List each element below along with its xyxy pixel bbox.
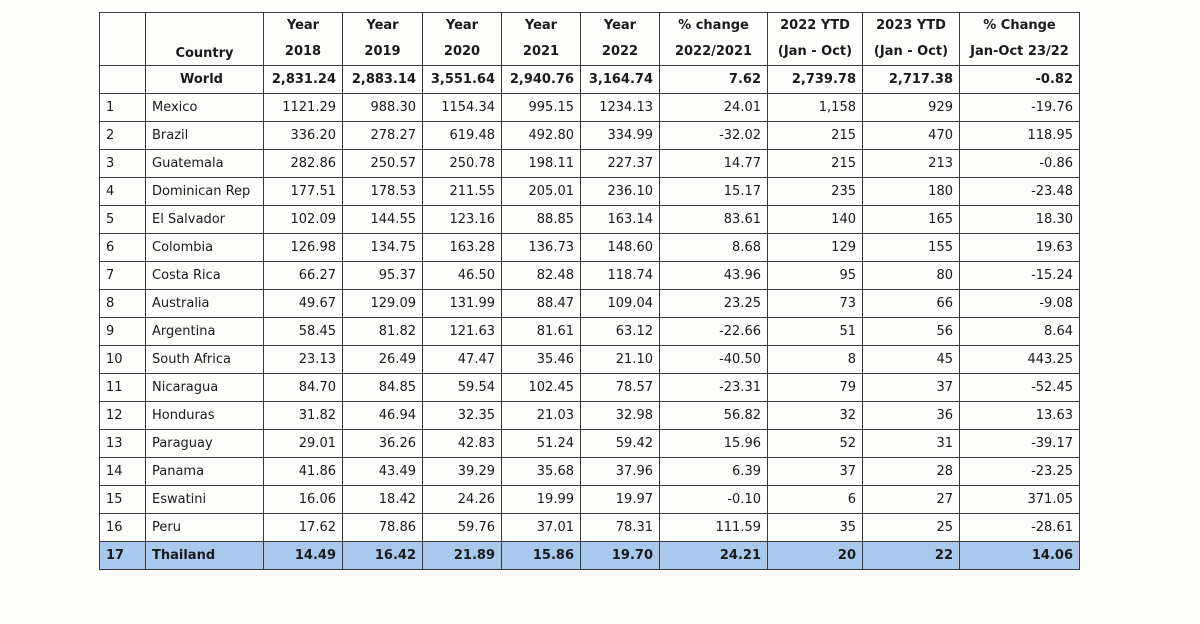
- cell-2021: 35.68: [502, 458, 581, 486]
- cell-2022: 78.31: [581, 514, 660, 542]
- cell-rank: 9: [100, 318, 146, 346]
- cell-2022: 236.10: [581, 178, 660, 206]
- cell-2021: 35.46: [502, 346, 581, 374]
- cell-2020: 250.78: [423, 150, 502, 178]
- cell-2022: 37.96: [581, 458, 660, 486]
- header-year-2021: [502, 13, 581, 66]
- cell-pct-change: 24.01: [660, 94, 768, 122]
- cell-2021: 102.45: [502, 374, 581, 402]
- cell-2020: 32.35: [423, 402, 502, 430]
- cell-2021: 51.24: [502, 430, 581, 458]
- cell-2020: 163.28: [423, 234, 502, 262]
- cell-pct-change-ytd: -0.86: [960, 150, 1080, 178]
- table-row: [100, 150, 1080, 178]
- header-label: 2023 YTD: [876, 18, 946, 33]
- table-row: [100, 262, 1080, 290]
- cell-pct-change-ytd: 18.30: [960, 206, 1080, 234]
- cell-pct-change-ytd: 13.63: [960, 402, 1080, 430]
- cell-ytd-2022: 129: [768, 234, 863, 262]
- cell-rank: 13: [100, 430, 146, 458]
- cell-pct-change: -40.50: [660, 346, 768, 374]
- table-row: [100, 122, 1080, 150]
- header-year-2022: [581, 13, 660, 66]
- cell-2019: 43.49: [343, 458, 423, 486]
- header-label: % Change: [983, 18, 1056, 33]
- cell-pct-change-ytd: -0.82: [960, 66, 1080, 94]
- header-sub: 2019: [364, 44, 401, 59]
- cell-ytd-2023: 25: [863, 514, 960, 542]
- header-sub: 2018: [284, 44, 322, 59]
- cell-ytd-2023: 165: [863, 206, 960, 234]
- table-row: [100, 178, 1080, 206]
- cell-2022: 63.12: [581, 318, 660, 346]
- table-row: [100, 514, 1080, 542]
- cell-country: South Africa: [146, 346, 264, 374]
- cell-rank: 17: [100, 542, 146, 570]
- cell-2018: 66.27: [264, 262, 343, 290]
- cell-ytd-2023: 31: [863, 430, 960, 458]
- cell-ytd-2023: 80: [863, 262, 960, 290]
- cell-ytd-2023: 66: [863, 290, 960, 318]
- cell-2018: 23.13: [264, 346, 343, 374]
- header-sub: 2020: [443, 44, 481, 59]
- cell-2020: 3,551.64: [423, 66, 502, 94]
- cell-country: Eswatini: [146, 486, 264, 514]
- cell-pct-change: 111.59: [660, 514, 768, 542]
- cell-ytd-2023: 45: [863, 346, 960, 374]
- cell-2020: 619.48: [423, 122, 502, 150]
- cell-ytd-2022: 73: [768, 290, 863, 318]
- table-row: [100, 430, 1080, 458]
- cell-ytd-2023: 155: [863, 234, 960, 262]
- cell-2018: 126.98: [264, 234, 343, 262]
- cell-2018: 84.70: [264, 374, 343, 402]
- cell-rank: 2: [100, 122, 146, 150]
- cell-ytd-2022: 235: [768, 178, 863, 206]
- cell-2018: 58.45: [264, 318, 343, 346]
- header-country: Country: [146, 13, 264, 66]
- cell-rank: 8: [100, 290, 146, 318]
- header-sub: Jan-Oct 23/22: [970, 44, 1069, 59]
- cell-country: Costa Rica: [146, 262, 264, 290]
- cell-pct-change-ytd: 8.64: [960, 318, 1080, 346]
- cell-ytd-2022: 215: [768, 122, 863, 150]
- cell-2020: 21.89: [423, 542, 502, 570]
- cell-2018: 2,831.24: [264, 66, 343, 94]
- cell-2020: 46.50: [423, 262, 502, 290]
- cell-2021: 88.47: [502, 290, 581, 318]
- cell-2019: 46.94: [343, 402, 423, 430]
- header-ytd-2022: [768, 13, 863, 66]
- cell-2018: 1121.29: [264, 94, 343, 122]
- cell-ytd-2022: 95: [768, 262, 863, 290]
- cell-rank: 7: [100, 262, 146, 290]
- cell-2022: 118.74: [581, 262, 660, 290]
- cell-ytd-2022: 2,739.78: [768, 66, 863, 94]
- header-year-2019: [343, 13, 423, 66]
- table-row: [100, 374, 1080, 402]
- cell-2018: 17.62: [264, 514, 343, 542]
- cell-2020: 39.29: [423, 458, 502, 486]
- cell-2021: 492.80: [502, 122, 581, 150]
- header-sub: (Jan - Oct): [777, 44, 853, 59]
- cell-2019: 78.86: [343, 514, 423, 542]
- cell-2021: 198.11: [502, 150, 581, 178]
- cell-2022: 334.99: [581, 122, 660, 150]
- cell-2019: 95.37: [343, 262, 423, 290]
- cell-2019: 134.75: [343, 234, 423, 262]
- header-ytd-2023: [863, 13, 960, 66]
- cell-ytd-2022: 37: [768, 458, 863, 486]
- cell-2020: 121.63: [423, 318, 502, 346]
- cell-2020: 24.26: [423, 486, 502, 514]
- cell-2022: 21.10: [581, 346, 660, 374]
- cell-2019: 18.42: [343, 486, 423, 514]
- header-year-2018: [264, 13, 343, 66]
- header-sub: (Jan - Oct): [873, 44, 949, 59]
- cell-ytd-2022: 32: [768, 402, 863, 430]
- cell-country: Mexico: [146, 94, 264, 122]
- cell-2019: 250.57: [343, 150, 423, 178]
- cell-country: Argentina: [146, 318, 264, 346]
- cell-rank: 1: [100, 94, 146, 122]
- cell-2019: 84.85: [343, 374, 423, 402]
- cell-rank: 5: [100, 206, 146, 234]
- header-label: 2022 YTD: [780, 18, 850, 33]
- cell-ytd-2022: 140: [768, 206, 863, 234]
- table-row: [100, 402, 1080, 430]
- cell-2022: 19.97: [581, 486, 660, 514]
- cell-ytd-2023: 56: [863, 318, 960, 346]
- cell-ytd-2022: 8: [768, 346, 863, 374]
- cell-country: El Salvador: [146, 206, 264, 234]
- cell-ytd-2022: 215: [768, 150, 863, 178]
- cell-ytd-2022: 51: [768, 318, 863, 346]
- cell-2019: 278.27: [343, 122, 423, 150]
- cell-2019: 36.26: [343, 430, 423, 458]
- cell-2021: 19.99: [502, 486, 581, 514]
- cell-2021: 205.01: [502, 178, 581, 206]
- cell-ytd-2023: 22: [863, 542, 960, 570]
- cell-2018: 102.09: [264, 206, 343, 234]
- table-row: [100, 206, 1080, 234]
- cell-2018: 41.86: [264, 458, 343, 486]
- cell-pct-change: 43.96: [660, 262, 768, 290]
- cell-2019: 81.82: [343, 318, 423, 346]
- cell-country: Panama: [146, 458, 264, 486]
- cell-2022: 32.98: [581, 402, 660, 430]
- cell-pct-change: 7.62: [660, 66, 768, 94]
- table-row: [100, 542, 1080, 570]
- cell-ytd-2022: 52: [768, 430, 863, 458]
- cell-2020: 59.54: [423, 374, 502, 402]
- cell-ytd-2023: 929: [863, 94, 960, 122]
- cell-pct-change-ytd: -28.61: [960, 514, 1080, 542]
- cell-2018: 16.06: [264, 486, 343, 514]
- cell-rank: 15: [100, 486, 146, 514]
- cell-2022: 19.70: [581, 542, 660, 570]
- cell-country: Colombia: [146, 234, 264, 262]
- cell-ytd-2023: 2,717.38: [863, 66, 960, 94]
- cell-country: Peru: [146, 514, 264, 542]
- cell-2018: 29.01: [264, 430, 343, 458]
- cell-pct-change: -23.31: [660, 374, 768, 402]
- cell-2019: 2,883.14: [343, 66, 423, 94]
- cell-pct-change-ytd: 19.63: [960, 234, 1080, 262]
- cell-2020: 47.47: [423, 346, 502, 374]
- cell-ytd-2023: 36: [863, 402, 960, 430]
- header-label: Year: [286, 18, 320, 33]
- cell-2021: 82.48: [502, 262, 581, 290]
- header-sub: 2022/2021: [674, 44, 753, 59]
- header-label: Year: [445, 18, 479, 33]
- cell-country: Dominican Rep: [146, 178, 264, 206]
- cell-country: Honduras: [146, 402, 264, 430]
- cell-2021: 2,940.76: [502, 66, 581, 94]
- cell-ytd-2022: 79: [768, 374, 863, 402]
- cell-ytd-2023: 28: [863, 458, 960, 486]
- cell-2021: 21.03: [502, 402, 581, 430]
- world-rank: [100, 66, 146, 94]
- cell-pct-change: 15.17: [660, 178, 768, 206]
- header-label: Year: [524, 18, 558, 33]
- cell-pct-change-ytd: -9.08: [960, 290, 1080, 318]
- cell-2019: 144.55: [343, 206, 423, 234]
- header-rank: [100, 13, 146, 66]
- cell-2020: 131.99: [423, 290, 502, 318]
- table-row: [100, 346, 1080, 374]
- cell-ytd-2022: 1,158: [768, 94, 863, 122]
- trade-table: [99, 12, 1080, 570]
- cell-2022: 109.04: [581, 290, 660, 318]
- cell-pct-change: -32.02: [660, 122, 768, 150]
- cell-2021: 995.15: [502, 94, 581, 122]
- cell-2020: 1154.34: [423, 94, 502, 122]
- table-row: [100, 290, 1080, 318]
- cell-pct-change: -22.66: [660, 318, 768, 346]
- cell-2020: 123.16: [423, 206, 502, 234]
- table-row: [100, 486, 1080, 514]
- table-row: [100, 318, 1080, 346]
- cell-2019: 178.53: [343, 178, 423, 206]
- cell-pct-change-ytd: -23.48: [960, 178, 1080, 206]
- cell-2021: 15.86: [502, 542, 581, 570]
- cell-2022: 163.14: [581, 206, 660, 234]
- table-row: [100, 458, 1080, 486]
- cell-2021: 136.73: [502, 234, 581, 262]
- cell-country: Nicaragua: [146, 374, 264, 402]
- cell-country: Australia: [146, 290, 264, 318]
- cell-rank: 10: [100, 346, 146, 374]
- cell-rank: 12: [100, 402, 146, 430]
- cell-pct-change-ytd: -52.45: [960, 374, 1080, 402]
- cell-2019: 129.09: [343, 290, 423, 318]
- cell-country: Guatemala: [146, 150, 264, 178]
- cell-2021: 81.61: [502, 318, 581, 346]
- header-year-2020: [423, 13, 502, 66]
- cell-2021: 37.01: [502, 514, 581, 542]
- cell-2022: 227.37: [581, 150, 660, 178]
- cell-2022: 148.60: [581, 234, 660, 262]
- header-label: Year: [603, 18, 637, 33]
- cell-pct-change: 6.39: [660, 458, 768, 486]
- world-label: World: [146, 66, 264, 94]
- cell-pct-change-ytd: -39.17: [960, 430, 1080, 458]
- cell-pct-change: 14.77: [660, 150, 768, 178]
- cell-2018: 14.49: [264, 542, 343, 570]
- cell-pct-change: 24.21: [660, 542, 768, 570]
- cell-rank: 6: [100, 234, 146, 262]
- table-row: [100, 94, 1080, 122]
- cell-ytd-2023: 213: [863, 150, 960, 178]
- cell-ytd-2022: 20: [768, 542, 863, 570]
- cell-ytd-2023: 470: [863, 122, 960, 150]
- cell-2018: 282.86: [264, 150, 343, 178]
- cell-2022: 1234.13: [581, 94, 660, 122]
- cell-2018: 31.82: [264, 402, 343, 430]
- cell-pct-change-ytd: 14.06: [960, 542, 1080, 570]
- header-pct-change: [660, 13, 768, 66]
- cell-pct-change-ytd: 371.05: [960, 486, 1080, 514]
- cell-2019: 16.42: [343, 542, 423, 570]
- cell-country: Brazil: [146, 122, 264, 150]
- cell-2020: 42.83: [423, 430, 502, 458]
- cell-country: Thailand: [146, 542, 264, 570]
- header-sub: 2021: [522, 44, 560, 59]
- cell-2019: 988.30: [343, 94, 423, 122]
- header-pct-change-ytd: [960, 13, 1080, 66]
- cell-2022: 3,164.74: [581, 66, 660, 94]
- table-row: [100, 234, 1080, 262]
- cell-2020: 211.55: [423, 178, 502, 206]
- cell-pct-change: -0.10: [660, 486, 768, 514]
- cell-pct-change-ytd: -15.24: [960, 262, 1080, 290]
- cell-pct-change: 15.96: [660, 430, 768, 458]
- cell-2018: 336.20: [264, 122, 343, 150]
- cell-pct-change-ytd: -19.76: [960, 94, 1080, 122]
- cell-2018: 177.51: [264, 178, 343, 206]
- cell-rank: 3: [100, 150, 146, 178]
- cell-ytd-2023: 37: [863, 374, 960, 402]
- cell-ytd-2023: 180: [863, 178, 960, 206]
- cell-country: Paraguay: [146, 430, 264, 458]
- header-label: Year: [366, 18, 399, 33]
- cell-pct-change: 56.82: [660, 402, 768, 430]
- cell-rank: 4: [100, 178, 146, 206]
- cell-pct-change: 8.68: [660, 234, 768, 262]
- cell-rank: 16: [100, 514, 146, 542]
- cell-ytd-2022: 6: [768, 486, 863, 514]
- cell-ytd-2023: 27: [863, 486, 960, 514]
- header-row: [100, 13, 1080, 66]
- cell-pct-change: 83.61: [660, 206, 768, 234]
- cell-pct-change-ytd: 118.95: [960, 122, 1080, 150]
- header-label: % change: [678, 18, 749, 33]
- cell-2022: 59.42: [581, 430, 660, 458]
- cell-2021: 88.85: [502, 206, 581, 234]
- cell-2020: 59.76: [423, 514, 502, 542]
- cell-2019: 26.49: [343, 346, 423, 374]
- cell-rank: 11: [100, 374, 146, 402]
- cell-ytd-2022: 35: [768, 514, 863, 542]
- cell-rank: 14: [100, 458, 146, 486]
- cell-2022: 78.57: [581, 374, 660, 402]
- cell-pct-change-ytd: -23.25: [960, 458, 1080, 486]
- header-sub: 2022: [601, 44, 639, 59]
- cell-2018: 49.67: [264, 290, 343, 318]
- world-row: [100, 66, 1080, 94]
- cell-pct-change: 23.25: [660, 290, 768, 318]
- cell-pct-change-ytd: 443.25: [960, 346, 1080, 374]
